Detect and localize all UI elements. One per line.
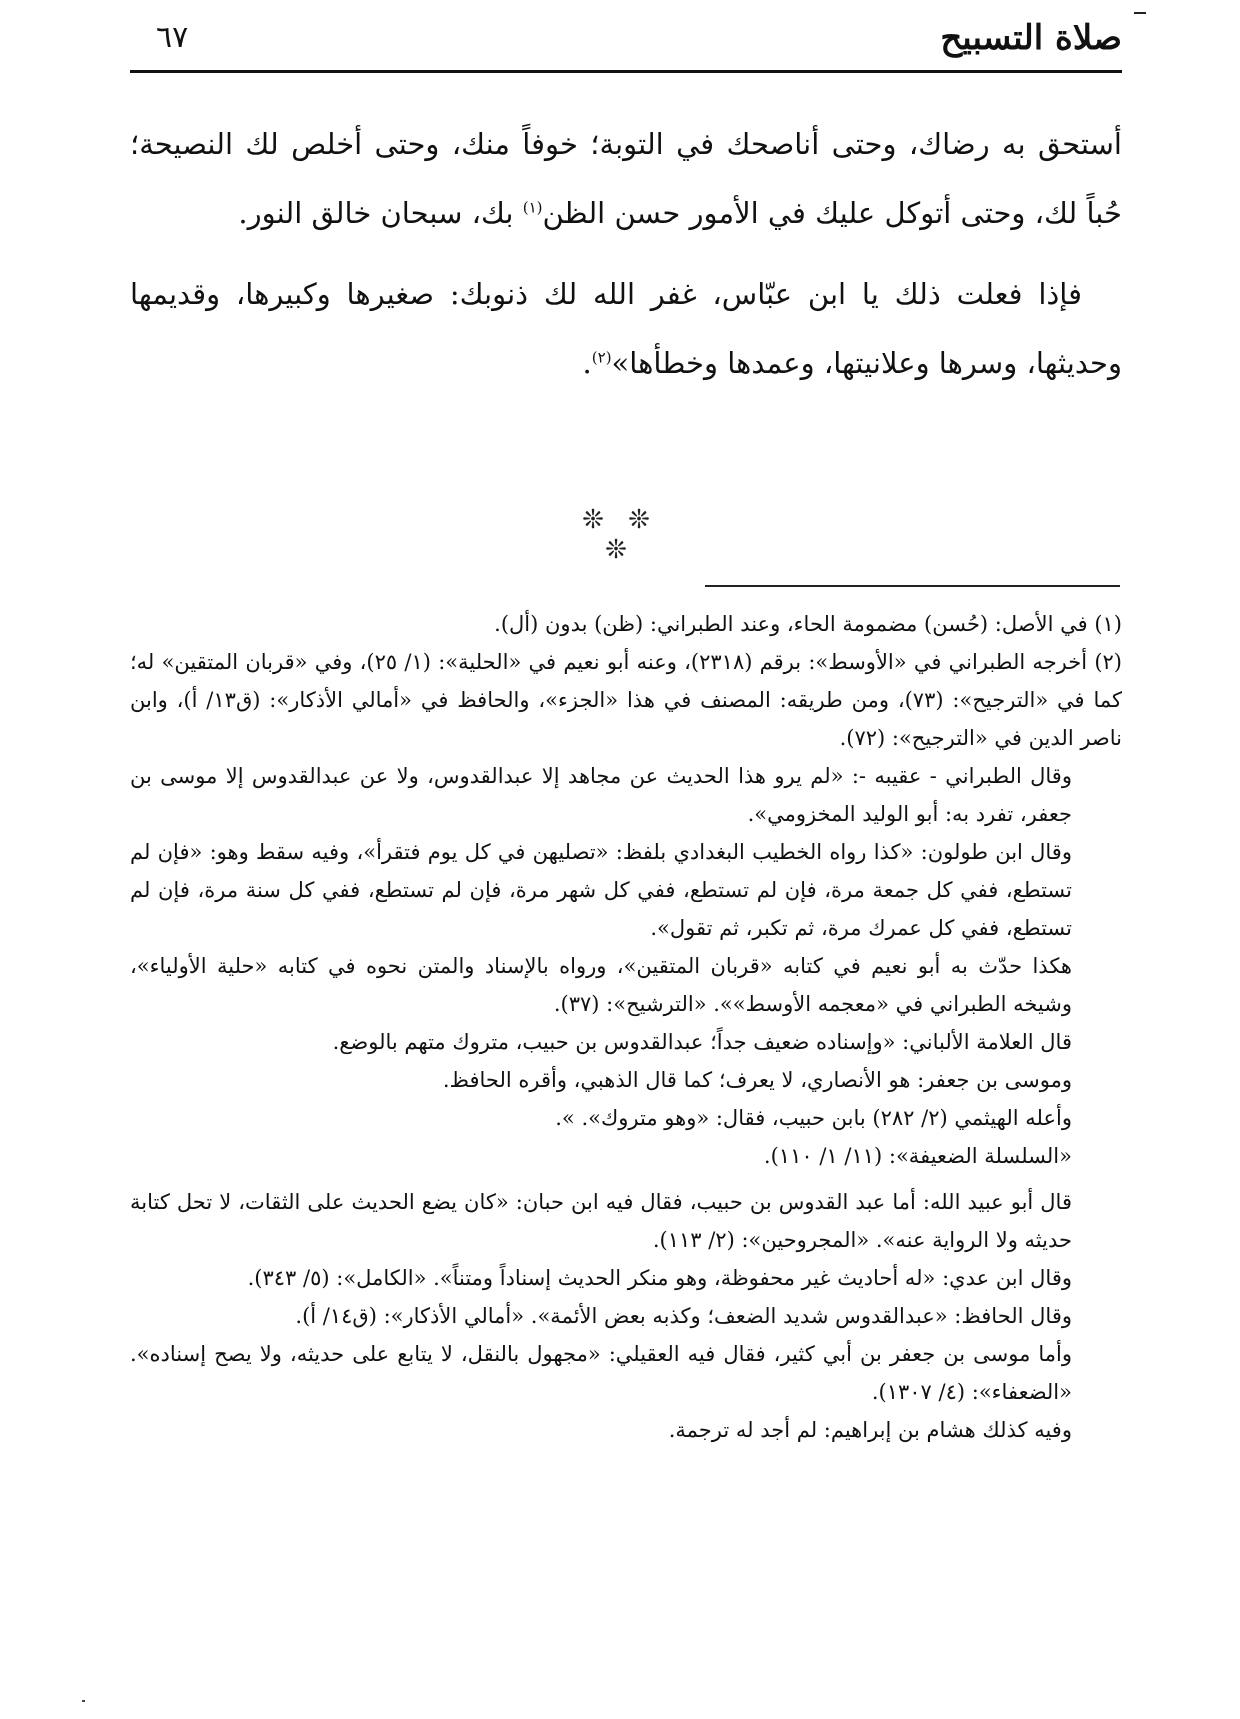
running-header	[130, 16, 1122, 68]
footnote-2-para-8: قال أبو عبيد الله: أما عبد القدوس بن حبيب، فقال فيه ابن حبان: «كان يضع الحديث على الثقات، لا تحل كتابة حديثه ولا الرواية عنه». «المجروحين»: (٢/ ١١٣).	[130, 1190, 1072, 1252]
paragraph-2-text: فإذا فعلت ذلك يا ابن عبّاس، غفر الله لك ذنوبك: صغيرها وكبيرها، وقديمها وحديثها، وسرها وعلانيتها، وعمدها وخطأها»	[130, 277, 1122, 380]
paragraph-1	[130, 110, 1122, 248]
chapter-title: صلاة التسبيح	[940, 18, 1122, 58]
footnote-2-para-9: وقال ابن عدي: «له أحاديث غير محفوظة، وهو منكر الحديث إسناداً ومتناً». «الكامل»: (٥/ ٣٤٣).	[247, 1266, 1072, 1290]
footnote-2: (٢) أخرجه الطبراني في «الأوسط»: برقم (٢٣١٨)، وعنه أبو نعيم في «الحلية»: (١/ ٢٥)، وفي «قربان المتقين» له؛ كما في «الترجيح»: (٧٣)، ومن طريقه: المصنف في هذا «الجزء»، والحافظ في «أمالي الأذكار»: (ق١٣/ أ)، وابن ناصر الدين في «الترجيح»: (٧٢).	[130, 650, 1122, 750]
footnote-2-para-5: وموسى بن جعفر: هو الأنصاري، لا يعرف؛ كما قال الذهبي، وأقره الحافظ.	[442, 1068, 1072, 1092]
page-number: ٦٧	[156, 20, 189, 55]
paragraph-1-end: بك، سبحان خالق النور.	[238, 196, 514, 230]
paragraph-2: فإذا فعلت ذلك يا ابن عبّاس، غفر الله لك ذنوبك: صغيرها وكبيرها، وقديمها وحديثها، وسرها وعلانيتها، وعمدها وخطأها»$^{(٢)}$.	[130, 277, 1122, 380]
footnote-2-para-1: وقال الطبراني - عقيبه -: «لم يرو هذا الحديث عن مجاهد إلا عبدالقدوس، ولا عن عبدالقدوس إلا موسى بن جعفر، تفرد به: أبو الوليد المخزومي».	[130, 764, 1072, 826]
footnotes	[130, 605, 1122, 1449]
footnote-2-para-11: وأما موسى بن جعفر بن أبي كثير، فقال فيه العقيلي: «مجهول بالنقل، لا يتابع على حديثه، ولا يصح إسناده». «الضعفاء»: (٤/ ١٣٠٧).	[130, 1342, 1072, 1404]
footnote-2-para-2: وقال ابن طولون: «كذا رواه الخطيب البغدادي بلفظ: «تصليهن في كل يوم فتقرأ»، وفيه سقط وهو: «فإن لم تستطع، ففي كل جمعة مرة، فإن لم تستطع، ففي كل شهر مرة، فإن لم تستطع، ففي كل سنة مرة، فإن لم تستطع، ففي كل عمرك مرة، ثم تكبر، ثم تقول».	[130, 840, 1072, 940]
corner-mark	[1134, 12, 1146, 14]
section-separator: ❊ ❊ ❊	[582, 505, 658, 565]
footnote-2-para-7: «السلسلة الضعيفة»: (١١/ ١/ ١١٠).	[763, 1144, 1072, 1168]
footnote-2-para-10: وقال الحافظ: «عبدالقدوس شديد الضعف؛ وكذبه بعض الأئمة». «أمالي الأذكار»: (ق١٤/ أ).	[295, 1304, 1072, 1328]
footnote-2-para-3: هكذا حدّث به أبو نعيم في كتابه «قربان المتقين»، ورواه بالإسناد والمتن نحوه في كتابه «حلية الأولياء»، وشيخه الطبراني في «معجمه الأوسط»». «الترشيح»: (٣٧).	[130, 954, 1072, 1016]
footnote-2-para-6: وأعله الهيثمي (٢/ ٢٨٢) بابن حبيب، فقال: «وهو متروك». ».	[555, 1106, 1072, 1130]
header-rule	[130, 70, 1122, 73]
footnote-ref-2: (٢)	[591, 348, 612, 367]
footnote-2-para-4: قال العلامة الألباني: «وإسناده ضعيف جداً؛ عبدالقدوس بن حبيب، متروك متهم بالوضع.	[332, 1030, 1072, 1054]
main-text	[130, 110, 1122, 398]
paragraph-1-text: أستحق به رضاك، وحتى أناصحك في التوبة؛ خوفاً منك، وحتى أخلص لك النصيحة؛ حُباً لك، وحتى أتوكل عليك في الأمور حسن الظن	[130, 127, 1122, 230]
footnote-1: (١) في الأصل: (حُسن) مضمومة الحاء، وعند الطبراني: (ظن) بدون (أل).	[494, 612, 1122, 636]
footnote-ref-1: (١)	[522, 198, 543, 217]
margin-mark	[82, 1700, 85, 1702]
footnote-2-para-12: وفيه كذلك هشام بن إبراهيم: لم أجد له ترجمة.	[668, 1418, 1072, 1442]
footnote-rule	[705, 585, 1120, 587]
